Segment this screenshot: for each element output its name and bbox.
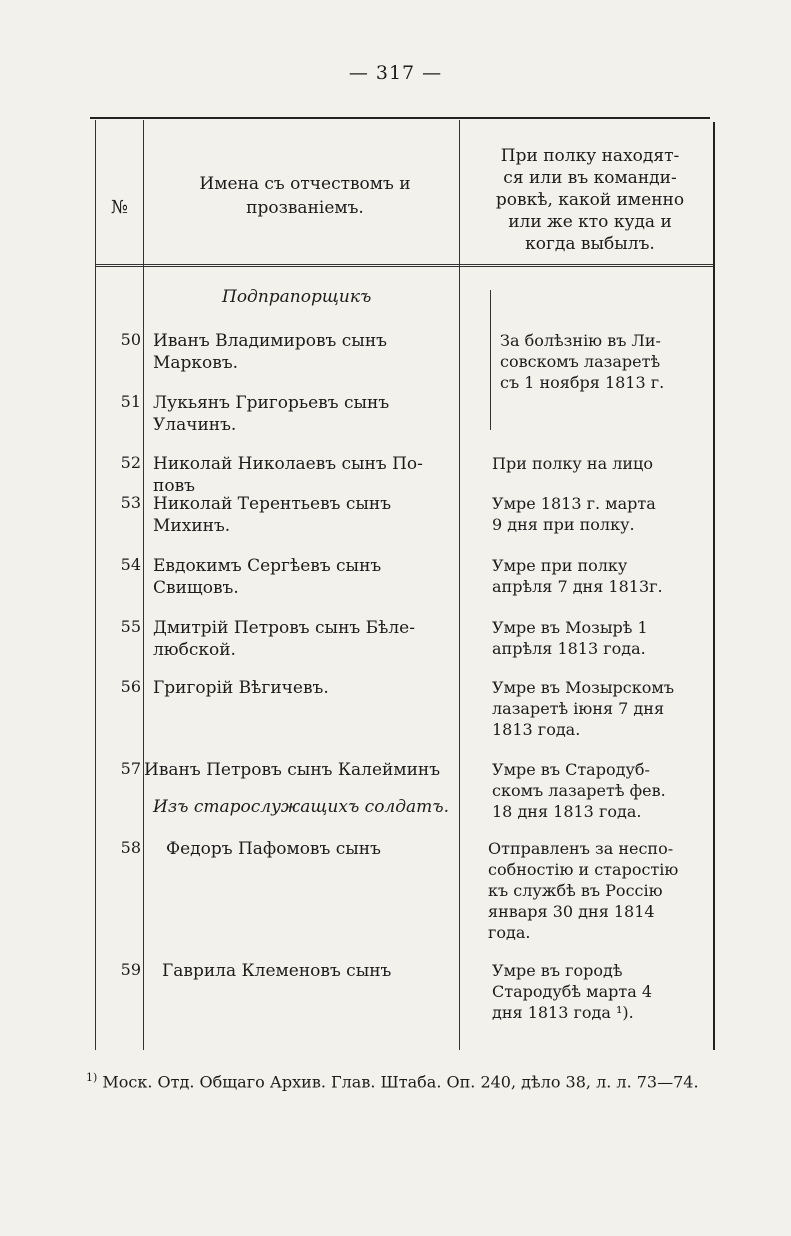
- section-ensigns: Подпрапорщикъ: [222, 287, 372, 307]
- section-old-soldiers: Изъ старослужащихъ солдатъ.: [153, 797, 450, 817]
- row-name: Николай Терентьевъ сынъ Михинъ.: [153, 494, 392, 536]
- footnote: [86, 1067, 706, 1093]
- row-number: 51: [120, 392, 141, 411]
- row-name: Иванъ Петровъ сынъ Калейминъ: [144, 760, 441, 780]
- row-number: 54: [120, 555, 141, 574]
- table-number-divider: [143, 120, 144, 1050]
- row-status: Умре въ Мозырѣ 1 апрѣля 1813 года.: [492, 618, 648, 658]
- row-name: Федоръ Пафомовъ сынъ: [166, 839, 381, 859]
- row-name: Дмитрій Петровъ сынъ Бѣле- любской.: [153, 618, 415, 660]
- header-double-rule: [95, 264, 713, 271]
- table-right-border: [713, 122, 715, 1050]
- row-status: Умре въ Мозырскомъ лазаретѣ іюня 7 дня 1813 года.: [492, 678, 675, 739]
- table-left-border: [95, 120, 96, 1050]
- row-status: За болѣзнію въ Ли- совскомъ лазаретѣ съ 1 ноября 1813 г.: [500, 331, 665, 392]
- header-number: №: [110, 197, 129, 218]
- row-number: 52: [120, 453, 141, 472]
- row-status: Умре въ Стародуб- скомъ лазаретѣ фев. 18 дня 1813 года.: [492, 760, 666, 821]
- row-status: Отправленъ за неспо- собностію и старостію къ службѣ въ Россію января 30 дня 1814 года.: [488, 839, 679, 942]
- row-name: Евдокимъ Сергѣевъ сынъ Свищовъ.: [153, 556, 382, 598]
- row-number: 50: [120, 330, 141, 349]
- row-number: 55: [120, 617, 141, 636]
- header-name: Имена съ отчествомъ и прозваніемъ.: [199, 174, 411, 218]
- row-name: Николай Николаевъ сынъ По- повъ: [153, 454, 423, 496]
- row-name: Григорій Вѣгичевъ.: [153, 678, 329, 698]
- row-name: Лукьянъ Григорьевъ сынъ Улачинъ.: [153, 393, 390, 435]
- row-number: 56: [120, 677, 141, 696]
- row-number: 59: [120, 960, 141, 979]
- row-status: Умре при полку апрѣля 7 дня 1813г.: [492, 556, 663, 596]
- row-status: При полку на лицо: [492, 454, 653, 473]
- table-status-divider: [459, 120, 460, 1050]
- top-rule: [90, 117, 710, 119]
- row-number: 57: [120, 759, 141, 778]
- row-name: Гаврила Клеменовъ сынъ: [162, 961, 392, 981]
- row-status: Умре 1813 г. марта 9 дня при полку.: [492, 494, 656, 534]
- header-status: При полку находят- ся или въ команди- ровкѣ, какой именно или же кто куда и когда выбылъ.: [495, 146, 685, 254]
- row-status: Умре въ городѣ Стародубѣ марта 4 дня 1813 года ¹).: [492, 961, 653, 1022]
- page-number: — 317 —: [348, 62, 443, 84]
- footnote-text: Моск. Отд. Общаго Архив. Глав. Штаба. Оп. 240, дѣло 38, л. л. 73—74.: [102, 1072, 699, 1092]
- row-number: 58: [120, 838, 141, 857]
- row-number: 53: [120, 493, 141, 512]
- footnote-mark: 1): [86, 1071, 98, 1084]
- bracket: [490, 290, 499, 430]
- row-name: Иванъ Владимировъ сынъ Марковъ.: [153, 331, 387, 373]
